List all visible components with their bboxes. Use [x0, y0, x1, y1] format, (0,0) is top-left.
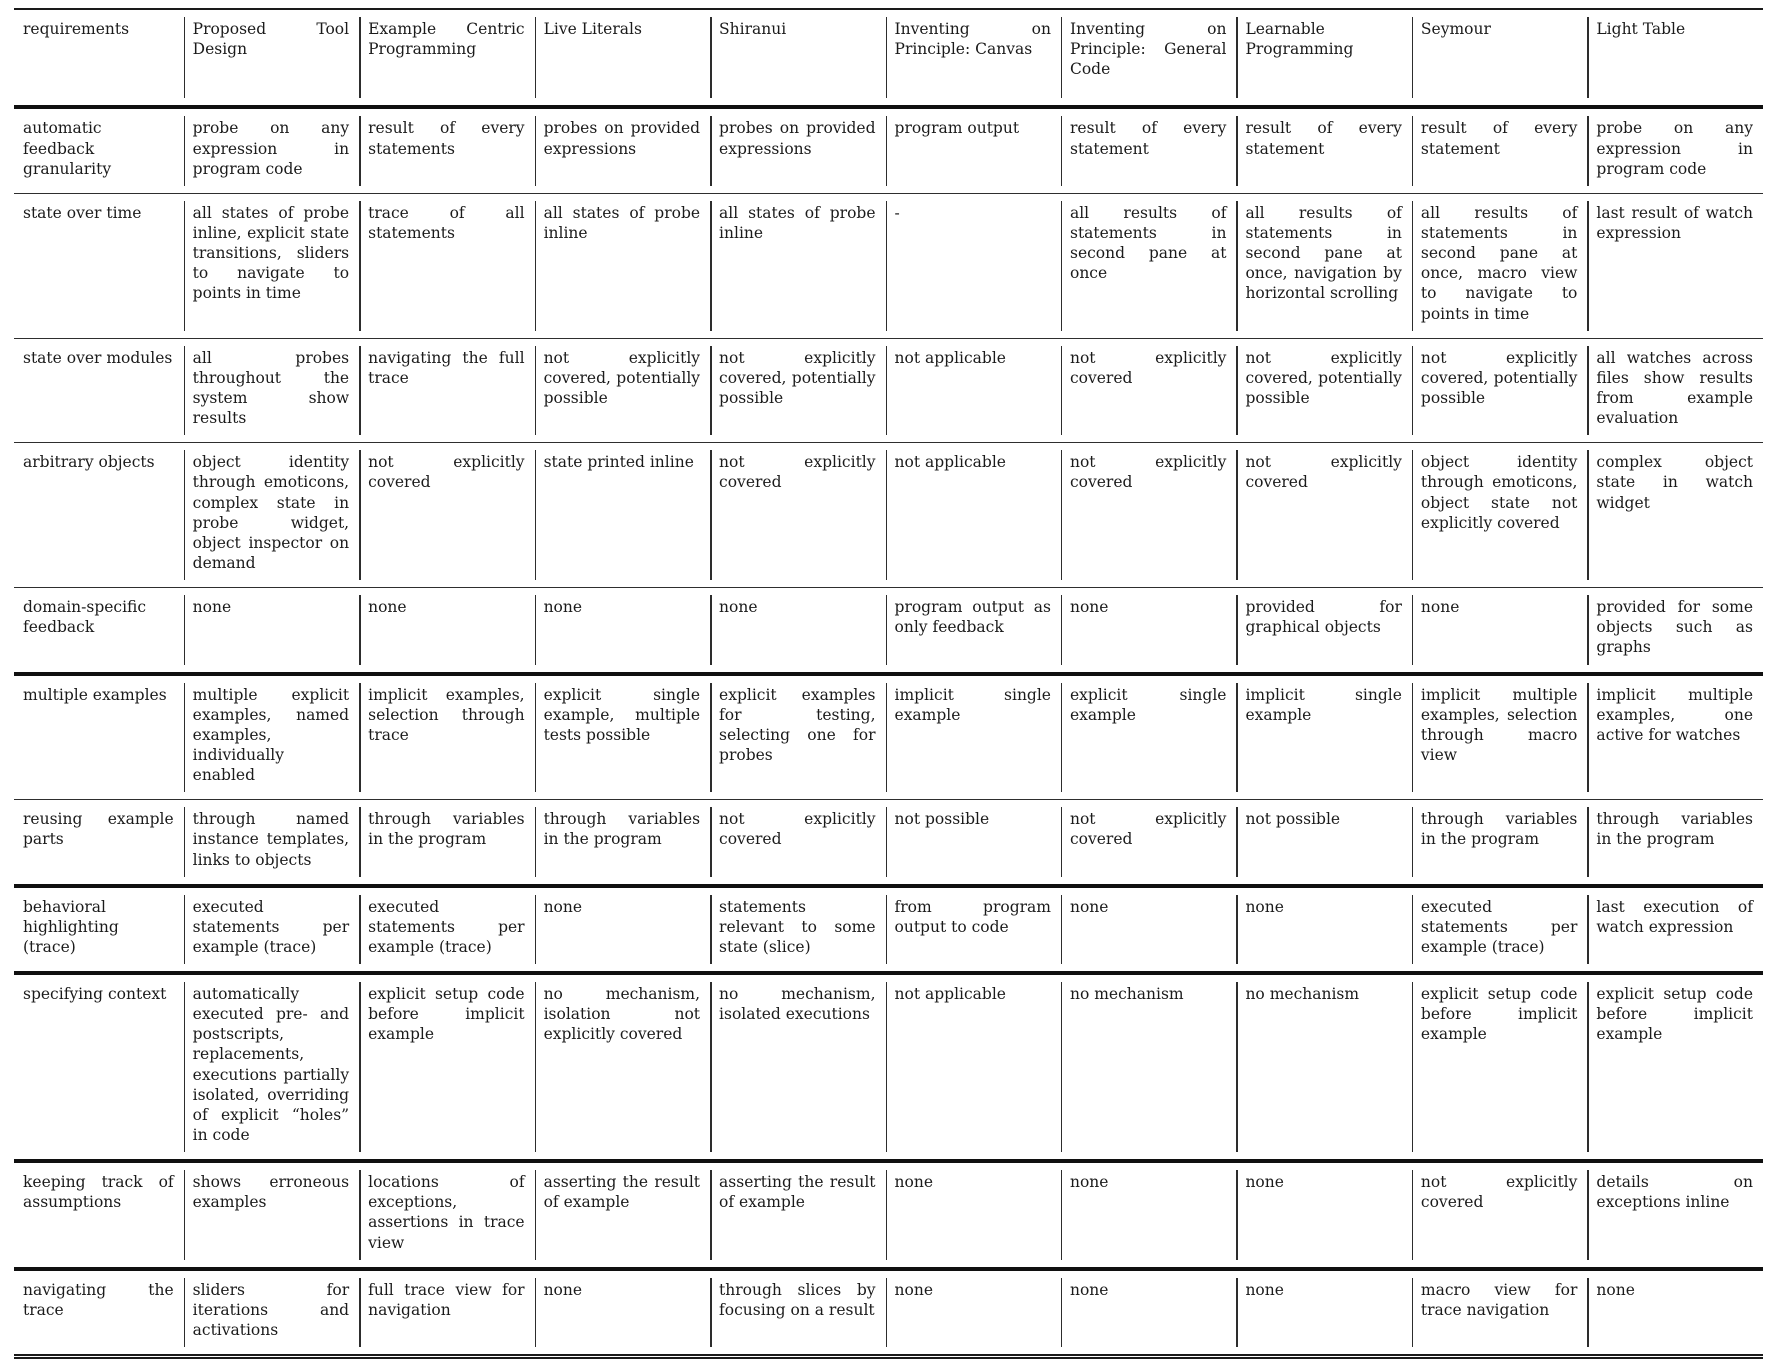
requirement-label: multiple examples	[23, 685, 167, 704]
table-cell: through variables in the program	[359, 800, 534, 886]
table-cell: not explicitly covered, potentially possible	[1236, 338, 1411, 443]
table-cell: object identity through emoticons, object state not explicitly covered	[1412, 443, 1587, 588]
requirement-label: state over modules	[23, 348, 173, 367]
column-header-shiranui: Shiranui	[710, 9, 885, 107]
table-cell: none	[1061, 1161, 1236, 1269]
table-cell: not possible	[886, 800, 1061, 886]
table-cell: through named instance templates, links to objects	[184, 800, 359, 886]
table-cell: all results of statements in second pane at once, macro view to navigate to points in time	[1412, 193, 1587, 338]
table-cell: last execution of watch expression	[1587, 886, 1763, 973]
table-cell: explicit setup code before implicit example	[1412, 973, 1587, 1161]
column-header-live-literals: Live Literals	[535, 9, 710, 107]
column-header-proposed-tool-design: Proposed Tool Design	[184, 9, 359, 107]
table-cell: implicit multiple examples, one active for watches	[1587, 674, 1763, 800]
column-header-inventing-on-principle-canvas: Inventing on Principle: Canvas	[886, 9, 1061, 107]
table-cell: none	[1061, 588, 1236, 674]
table-cell: explicit setup code before implicit example	[1587, 973, 1763, 1161]
requirement-label: reusing example parts	[23, 810, 174, 849]
table-cell: probes on provided expressions	[535, 107, 710, 193]
table-cell: probe on any expression in program code	[184, 107, 359, 193]
table-row	[14, 886, 1763, 973]
table-cell: complex object state in watch widget	[1587, 443, 1763, 588]
table-cell: no mechanism, isolation not explicitly covered	[535, 973, 710, 1161]
requirement-label: arbitrary objects	[23, 453, 155, 472]
table-cell: not applicable	[886, 973, 1061, 1161]
table-cell: program output as only feedback	[886, 588, 1061, 674]
table-cell: executed statements per example (trace)	[359, 886, 534, 973]
table-cell: all watches across files show results from example evaluation	[1587, 338, 1763, 443]
table-cell: not explicitly covered, potentially possible	[710, 338, 885, 443]
table-cell: program output	[886, 107, 1061, 193]
table-cell: asserting the result of example	[710, 1161, 885, 1269]
table-cell: no mechanism	[1236, 973, 1411, 1161]
table-row	[14, 1161, 1763, 1269]
table-cell: -	[886, 193, 1061, 338]
table-cell: not explicitly covered	[1412, 1161, 1587, 1269]
table-cell: through variables in the program	[1587, 800, 1763, 886]
requirement-label: state over time	[23, 203, 142, 222]
table-cell: through variables in the program	[535, 800, 710, 886]
table-cell: none	[535, 886, 710, 973]
table-cell: not explicitly covered	[710, 800, 885, 886]
table-cell: not explicitly covered, potentially possible	[535, 338, 710, 443]
table-cell: none	[535, 1269, 710, 1357]
table-cell: none	[535, 588, 710, 674]
table-cell: object identity through emoticons, complex state in probe widget, object inspector on demand	[184, 443, 359, 588]
table-cell: result of every statement	[1236, 107, 1411, 193]
table-cell: none	[710, 588, 885, 674]
table-cell: sliders for iterations and activations	[184, 1269, 359, 1357]
table-cell: implicit single example	[1236, 674, 1411, 800]
table-cell: explicit examples for testing, selecting one for probes	[710, 674, 885, 800]
table-cell: not explicitly covered	[1061, 443, 1236, 588]
table-cell: probes on provided expressions	[710, 107, 885, 193]
table-cell: implicit multiple examples, selection through macro view	[1412, 674, 1587, 800]
table-row	[14, 443, 1763, 588]
table-cell: through variables in the program	[1412, 800, 1587, 886]
requirement-label: behavioral highlighting (trace)	[23, 897, 119, 956]
table-cell: not applicable	[886, 338, 1061, 443]
table-cell: from program output to code	[886, 886, 1061, 973]
table-cell: all states of probe inline	[710, 193, 885, 338]
table-cell: none	[886, 1161, 1061, 1269]
column-header-requirements: requirements	[23, 20, 130, 38]
table-cell: provided for graphical objects	[1236, 588, 1411, 674]
table-cell: provided for some objects such as graphs	[1587, 588, 1763, 674]
table-cell: all states of probe inline	[535, 193, 710, 338]
column-header-example-centric-programming: Example Centric Programming	[359, 9, 534, 107]
table-cell: no mechanism, isolated executions	[710, 973, 885, 1161]
table-cell: none	[886, 1269, 1061, 1357]
table-cell: probe on any expression in program code	[1587, 107, 1763, 193]
table-cell: state printed inline	[535, 443, 710, 588]
table-cell: full trace view for navigation	[359, 1269, 534, 1357]
table-cell: all results of statements in second pane at once, navigation by horizontal scrolling	[1236, 193, 1411, 338]
table-cell: statements relevant to some state (slice)	[710, 886, 885, 973]
requirement-label: navigating the trace	[23, 1280, 174, 1319]
table-cell: explicit setup code before implicit example	[359, 973, 534, 1161]
table-cell: all probes throughout the system show results	[184, 338, 359, 443]
column-header-seymour: Seymour	[1412, 9, 1587, 107]
column-header-light-table: Light Table	[1587, 9, 1763, 107]
table-row	[14, 973, 1763, 1161]
header-row	[14, 9, 1763, 107]
table-cell: through slices by focusing on a result	[710, 1269, 885, 1357]
table-header	[14, 9, 1763, 107]
comparison-table	[14, 8, 1763, 1359]
table-cell: details on exceptions inline	[1587, 1161, 1763, 1269]
table-cell: not explicitly covered	[1061, 800, 1236, 886]
table-cell: trace of all statements	[359, 193, 534, 338]
table-row	[14, 1269, 1763, 1357]
table-cell: shows erroneous examples	[184, 1161, 359, 1269]
table-cell: none	[1236, 1269, 1411, 1357]
table-body	[14, 107, 1763, 1356]
table-row	[14, 800, 1763, 886]
table-cell: result of every statement	[1061, 107, 1236, 193]
table-cell: all results of statements in second pane at once	[1061, 193, 1236, 338]
table-cell: multiple explicit examples, named examples, individually enabled	[184, 674, 359, 800]
requirement-label: keeping track of assumptions	[23, 1173, 174, 1212]
table-cell: implicit single example	[886, 674, 1061, 800]
table-cell: no mechanism	[1061, 973, 1236, 1161]
table-cell: none	[1236, 1161, 1411, 1269]
table-cell: not explicitly covered	[1236, 443, 1411, 588]
table-cell: not explicitly covered	[710, 443, 885, 588]
table-cell: not possible	[1236, 800, 1411, 886]
table-cell: automatically executed pre- and postscripts, replacements, executions partially isolated, overriding of explicit “holes” in code	[184, 973, 359, 1161]
table-cell: asserting the result of example	[535, 1161, 710, 1269]
table-cell: executed statements per example (trace)	[184, 886, 359, 973]
table-cell: executed statements per example (trace)	[1412, 886, 1587, 973]
table-cell: none	[184, 588, 359, 674]
table-cell: navigating the full trace	[359, 338, 534, 443]
table-cell: last result of watch expression	[1587, 193, 1763, 338]
table-cell: none	[1587, 1269, 1763, 1357]
table-cell: not explicitly covered	[1061, 338, 1236, 443]
table-row	[14, 193, 1763, 338]
table-cell: implicit examples, selection through trace	[359, 674, 534, 800]
table-row	[14, 588, 1763, 674]
table-cell: result of every statements	[359, 107, 534, 193]
table-cell: all states of probe inline, explicit state transitions, sliders to navigate to points in time	[184, 193, 359, 338]
requirement-label: automatic feedback granularity	[23, 119, 112, 178]
requirement-label: specifying context	[23, 985, 167, 1004]
column-header-inventing-on-principle-general-code: Inventing on Principle: General Code	[1061, 9, 1236, 107]
table-cell: not explicitly covered, potentially possible	[1412, 338, 1587, 443]
table-cell: none	[1061, 886, 1236, 973]
table-row	[14, 107, 1763, 193]
table-cell: macro view for trace navigation	[1412, 1269, 1587, 1357]
table-cell: none	[1236, 886, 1411, 973]
table-cell: none	[359, 588, 534, 674]
table-cell: explicit single example	[1061, 674, 1236, 800]
table-cell: explicit single example, multiple tests possible	[535, 674, 710, 800]
table-cell: not applicable	[886, 443, 1061, 588]
table-cell: none	[1412, 588, 1587, 674]
table-cell: none	[1061, 1269, 1236, 1357]
table-row	[14, 338, 1763, 443]
table-row	[14, 674, 1763, 800]
table-cell: locations of exceptions, assertions in trace view	[359, 1161, 534, 1269]
table-cell: result of every statement	[1412, 107, 1587, 193]
table-cell: not explicitly covered	[359, 443, 534, 588]
requirement-label: domain-specific feedback	[23, 598, 147, 637]
column-header-learnable-programming: Learnable Programming	[1236, 9, 1411, 107]
